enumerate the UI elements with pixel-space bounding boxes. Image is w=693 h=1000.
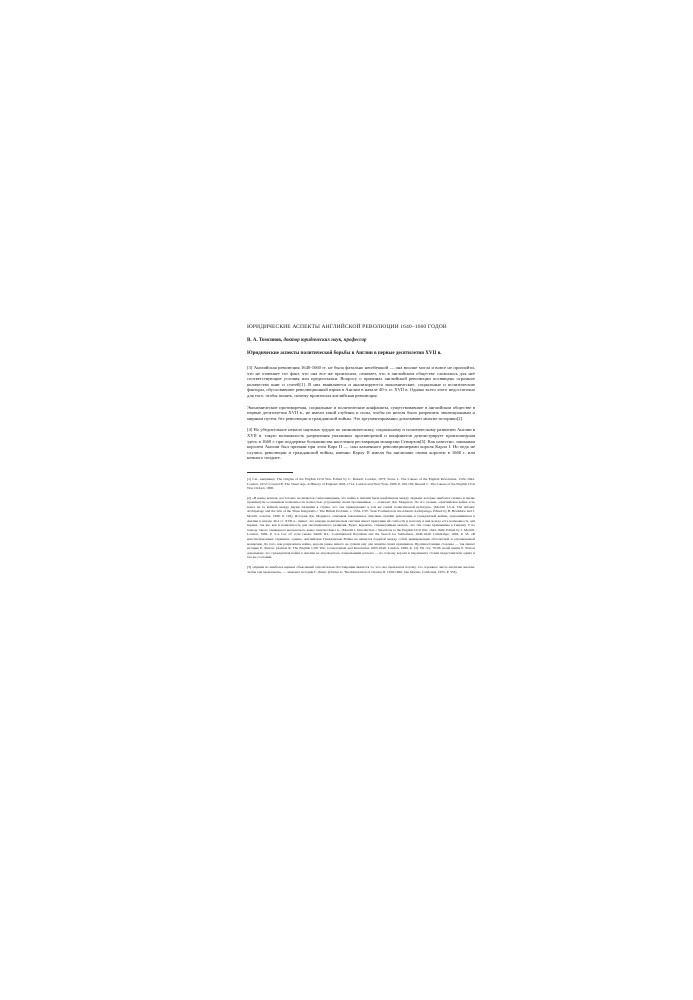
article-body [247,324,475,579]
paragraph: [3] Английская революция 1640-1660 гг. не была фатально неизбежной — она вполне могла и вовсе не произойти, что не отменяет тот факт, что она все же произошла, означает, что в английском обществе сложились для неё соответствующие условия или предпосылки. Вопросу о причинах английской революции посвящено огромное количество книг и статей[1]. В них выявляются и анализируются экономические, социальные и политические факторы, обусловившие революционный взрыв в Англии в начале 40-х гг. XVII в. Однако всего этого недостаточно для того, чтобы понять, почему произошла английская революция. [247,365,475,398]
section-title: Юридические аспекты политической борьбы в Англии в первые десятилетия XVII в. [247,351,442,356]
author-name: В. А. Томсинов, [247,338,283,343]
footnotes [247,477,475,574]
footnote: [2] «В конце концов, достоточно не является самоочевидным, что война в Англии была конфликтом между людьми, которые наиболее сильно и пылко проникнуты осознанием возможности полностью устранения своих противников, — отмечает Дж. Моррилл. По его словам, «Английская война есть вовсе не та войной между двумя лагерями в стране, что она принадлежит к той же самой политической культуре». (Morrill J.S.A. The Atlantic Archipelago and the War of the Three Kingdoms // The British Problem, c. 1534-1707. State Formation in the Atlantic Archipelago. Edited by B. Bradshaw and J. Morrill. London, 1996. P. 193). Историк Дж. Моррилл, описывая законченное описание причин революции и гражданской войны, разразившихся в Англии в начале 40-х гг. XVII в., пишет, что каждая политическая система имеет присущие ей слабости и поэтому в ней всегда есть возможность для взрыва, так же, как и возможность для эволюционного развития. Будет, вероятно, справедливым сказать, что эти слова применимы к Генриху V по поводу такого очевидного высказаться, какое заметил Карл I». (Morrill J. Introduction // Reactions to the English Civil War. 1642-1649. Edited by J. Morrill. London, 1982. P. 3-4. См. об этом также: Smith D.L. Constitutional Royalism and the Search for Settlement. 1640-1649. Cambridge, 1994. P. 33. «В конституционных терминах, однако, Английская Гражданская Война не является борьбой между собой приверженцев абсолютной и ограниченной монархии. До того, как разразилась война, короли ранее ничего не сулили ему для защиты своих принципов. Противостоящие стороны — так пишет историк Р. Эштон. (Ashton R. The English Civil War. Conservatism and Revolution 1603-1649. London, 1989. P. 13). На стр. 70-96 своей книги Р. Эштон доказывает, что гражданская война в Англии не порождалась социальными раскола — из сторону короля и парламента стояли представители одних и тех же сословий. [247,495,475,560]
footnote: [1] См., например: The Origins of the English Civil War. Edited by C. Russell. London, 1973; Stone L. The Causes of the English Revolution, 1529–1642. London, 1972; Coward B. The Stuart Age. A History of England 1603–1714. London and New York, 1980. P. 160-182; Russell C. The Causes of the English Civil War. Oxford, 1990. [247,476,475,491]
author-credentials: доктор юридических наук, профессор [283,338,367,343]
running-head: ЮРИДИЧЕСКИЕ АСПЕКТЫ АНГЛИЙСКОЙ РЕВОЛЮЦИИ 1640–1660 ГОДОВ [247,324,447,330]
footnote-divider [247,472,293,473]
author-line [247,338,475,344]
footnote: [3] «Одним из наиболее верных объяснений относительно Реставрации является то, что она произошла потому, что огромное число англичан желали, чтобы она произошла», — замечает историк Г. Дэвис. (Davies G. The Restoration of Charles II. 1658-1660. San Marino, California, 1955. P. 353). [247,565,475,574]
paragraph: [4] Но убедительное немало научных трудов по экономическому, социальному и политическому развитию Англии в XVII в. такую возможность разрешения указанных противоречий и конфликтов демонстрирует произошедшая здесь в 1660 г. при поддержке большинства населения реставрация монархии Стюартов[3]. Как известно, законным королем Англии был признан при этом Карл II — сын казненного революционерами короля Карла I. Но ведь не случись революции и гражданской войны, именно Карлу II имели бы англичане своим королем в 1660 г. или немного позднее. [247,427,475,461]
paragraph: Экономические противоречия, социальные и политические конфликты, существовавшие в английском обществе в первые десятилетия XVII в., не имели такой глубины и силы, чтобы их нельзя было разрешить эволюционным и мирным путем, без революции и гражданской войны. Это аргументированно доказывают многие историки[2]. [247,404,475,421]
